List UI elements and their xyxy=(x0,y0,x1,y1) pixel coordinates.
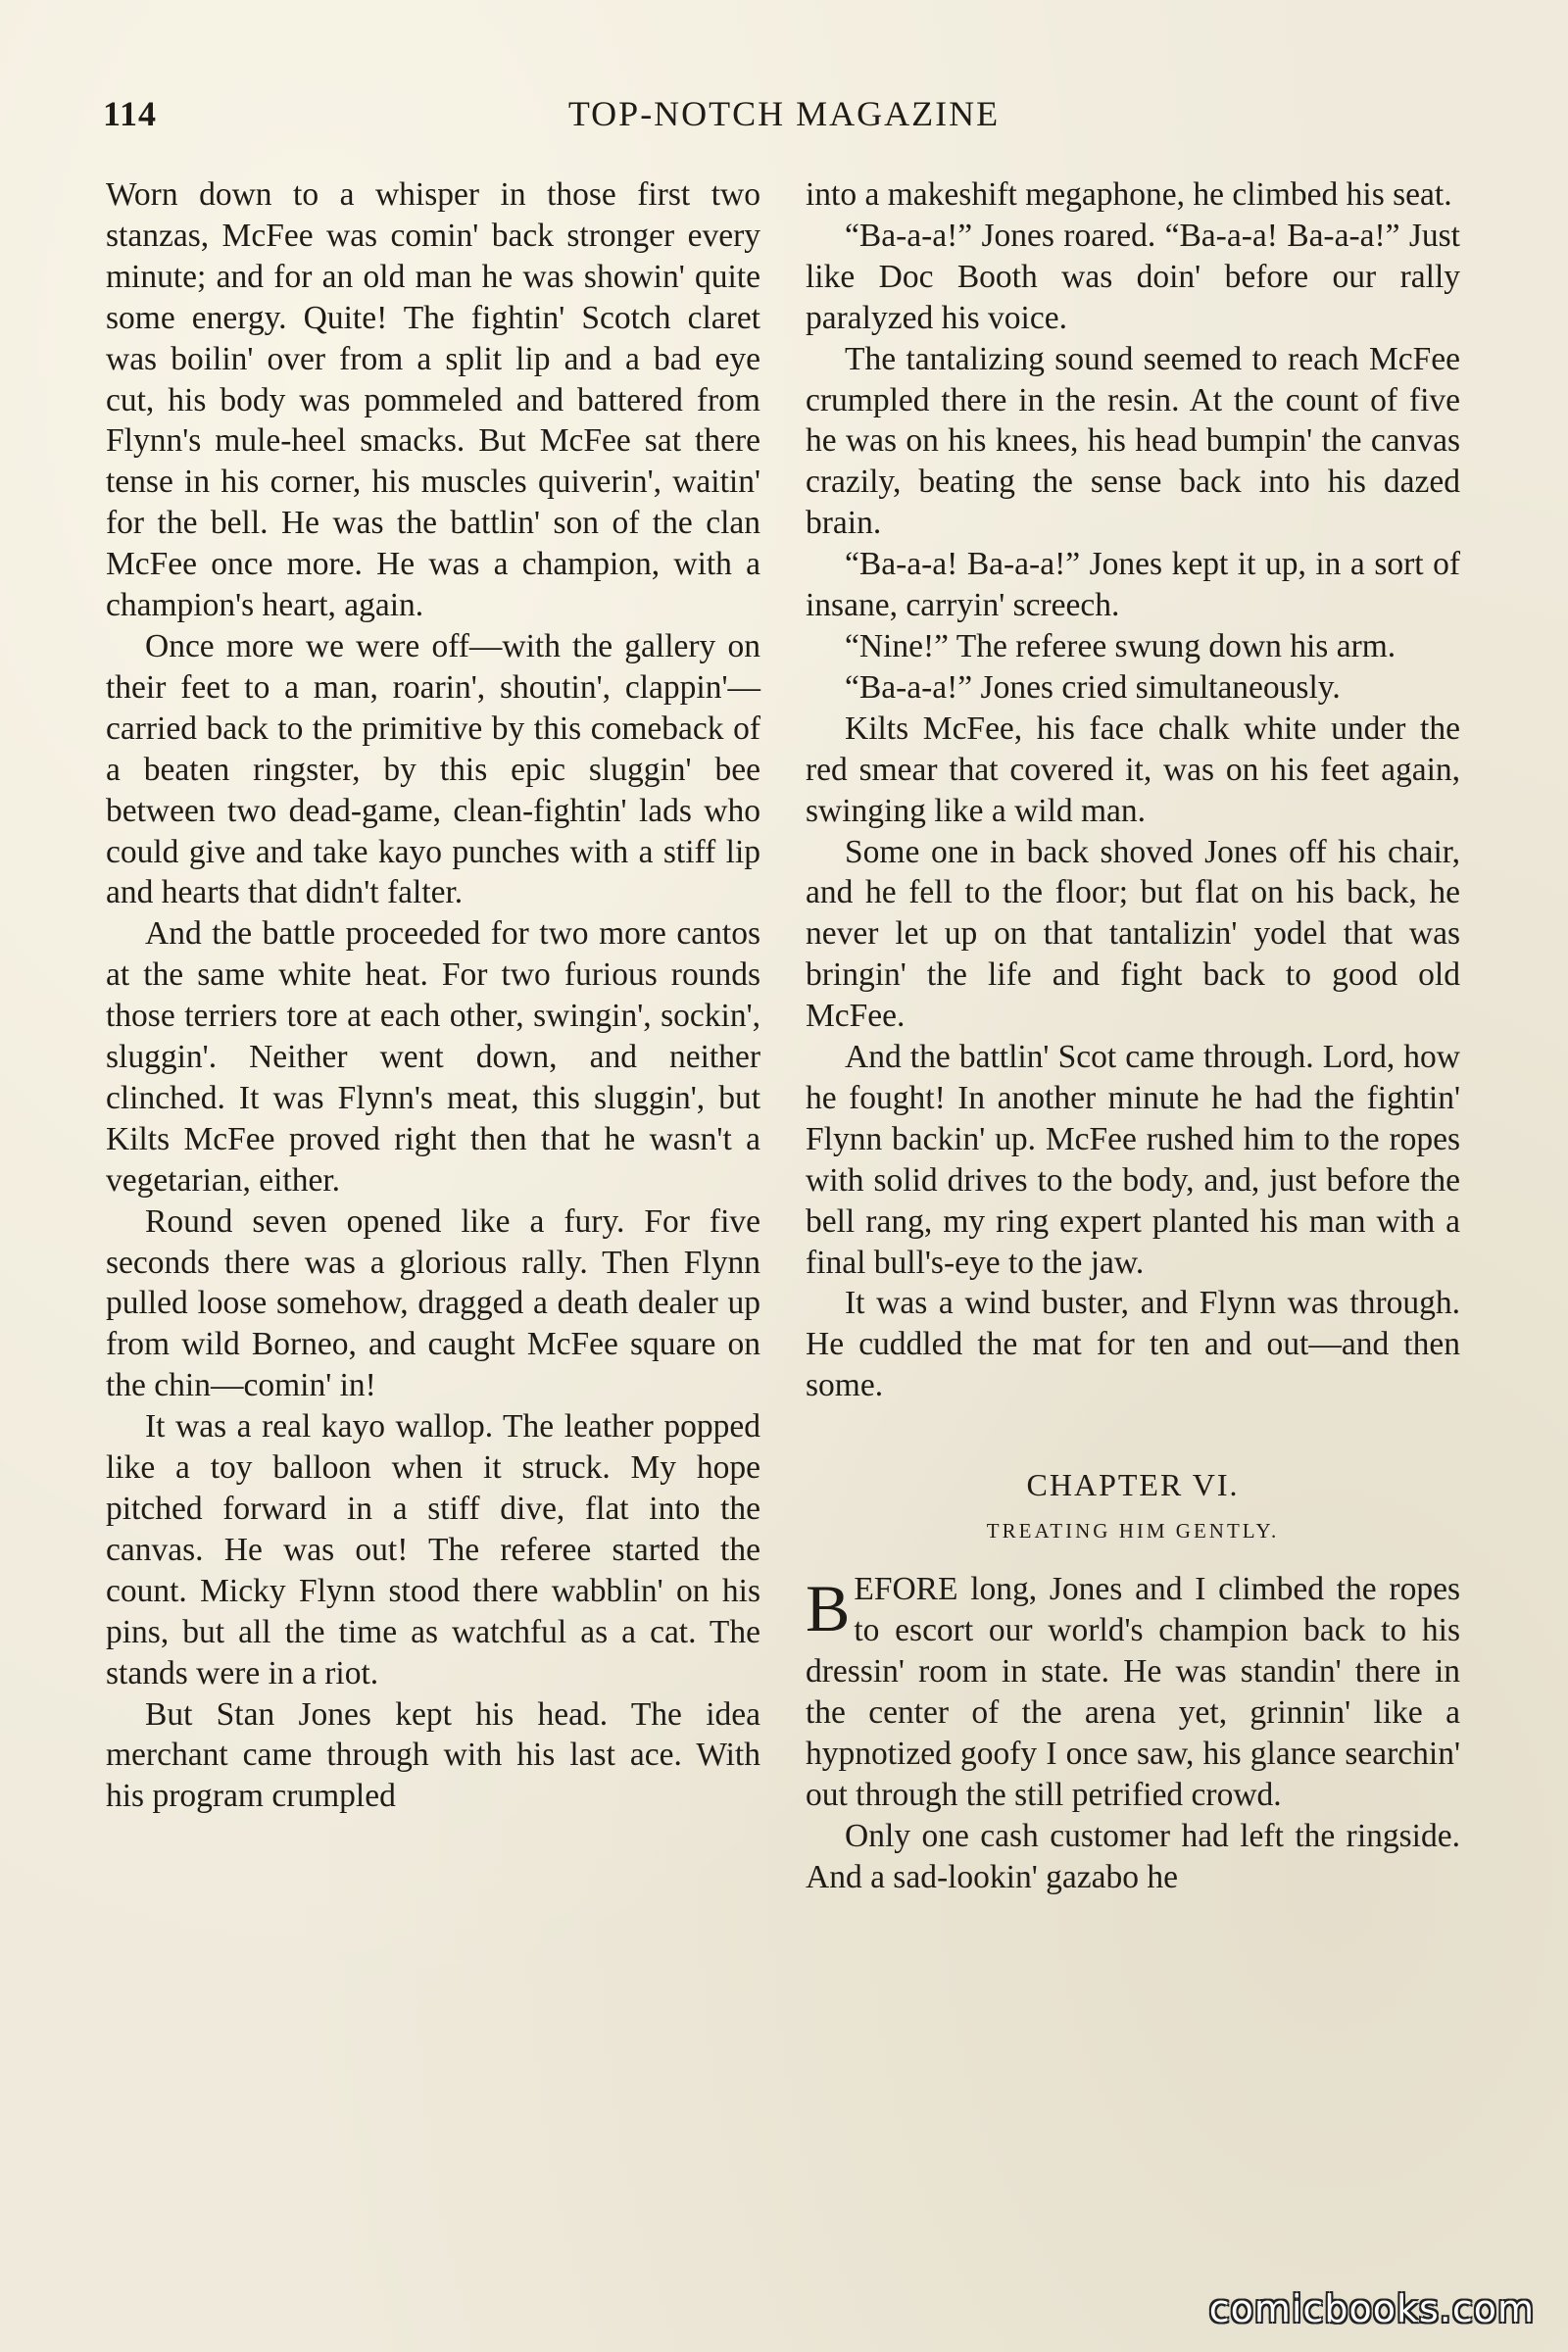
paragraph: into a makeshift megaphone, he climbed his seat. xyxy=(806,176,1452,213)
paragraph: “Ba-a-a!” Jones cried simultaneously. xyxy=(845,668,1341,706)
paragraph: Some one in back shoved Jones off his chair, and he fell to the floor; but flat on his back, he never let up on that tantalizin' yodel that was bringin' the life and fight back to good old McFee. xyxy=(806,833,1460,1035)
paragraph: “Nine!” The referee swung down his arm. xyxy=(845,627,1396,664)
paragraph: “Ba-a-a! Ba-a-a!” Jones kept it up, in a sort of insane, carryin' screech. xyxy=(806,546,1460,624)
chapter-first-paragraph xyxy=(806,1569,1460,1815)
paragraph: And the battle proceeded for two more cantos at the same white heat. For two furious rounds those terriers tore at each other, swingin', sockin', sluggin'. Neither went down, and neither clinched. It was Flynn's meat, this sluggin', but Kilts McFee proved right then that he wasn't a vegetarian, either. xyxy=(106,915,760,1199)
chapter-subtitle: TREATING HIM GENTLY. xyxy=(986,1519,1280,1544)
right-column xyxy=(806,174,1460,1897)
paragraph: Round seven opened like a fury. For five seconds there was a glorious rally. Then Flynn pulled loose somehow, dragged a death dealer up from wild Borneo, and caught McFee square on the chin—comin' in! xyxy=(106,1202,760,1404)
chapter-heading: CHAPTER VI. xyxy=(1026,1467,1240,1503)
paragraph: It was a real kayo wallop. The leather popped like a toy balloon when it struck. My hope pitched forward in a stiff dive, flat into the canvas. He was out! The referee started the count. Micky Flynn stood there wabblin' on his pins, but all the time as watchful as a cat. The stands were in a riot. xyxy=(106,1408,760,1691)
left-column xyxy=(106,174,760,1817)
page-header xyxy=(103,93,1465,152)
paragraph: But Stan Jones kept his head. The idea merchant came through with his last ace. With his program crumpled xyxy=(106,1695,760,1815)
paragraph: Once more we were off—with the gallery on their feet to a man, roarin', shoutin', clappin'—carried back to the primitive by this comeback of a beaten ringster, by this epic sluggin' bee between two dead-game, clean-fightin' lads who could give and take kayo punches with a stiff lip and hearts that didn't falter. xyxy=(106,627,760,911)
paragraph: And the battlin' Scot came through. Lord, how he fought! In another minute he had the fightin' Flynn backin' up. McFee rushed him to the ropes with solid drives to the body, and, just before the bell rang, my ring expert planted his man with a final bull's-eye to the jaw. xyxy=(806,1039,1460,1281)
page-number: 114 xyxy=(103,94,158,133)
paragraph: “Ba-a-a!” Jones roared. “Ba-a-a! Ba-a-a!” Just like Doc Booth was doin' before our rally paralyzed his voice. xyxy=(806,217,1460,336)
magazine-title: TOP-NOTCH MAGAZINE xyxy=(567,94,1001,133)
paragraph: Only one cash customer had left the ringside. And a sad-lookin' gazabo he xyxy=(806,1817,1460,1895)
paragraph: It was a wind buster, and Flynn was through. He cuddled the mat for ten and out—and then some. xyxy=(806,1285,1460,1404)
watermark: comicbooks.com xyxy=(1208,2287,1535,2330)
paragraph: Kilts McFee, his face chalk white under the red smear that covered it, was on his feet again, swinging like a wild man. xyxy=(806,710,1460,829)
paragraph: The tantalizing sound seemed to reach McFee crumpled there in the resin. At the count of five he was on his knees, his head bumpin' the canvas crazily, beating the sense back into his dazed brain. xyxy=(806,340,1460,542)
chapter-first-paragraph-text: EFORE long, Jones and I climbed the ropes to escort our world's champion back to his dressin' room in state. He was standin' there in the center of the arena yet, grinnin' like a hypnotized goofy I once saw, his glance searchin' out through the still petrified crowd. xyxy=(806,1571,1460,1813)
paragraph: Worn down to a whisper in those first two stanzas, McFee was comin' back stronger every minute; and for an old man he was showin' quite some energy. Quite! The fightin' Scotch claret was boilin' over from a split lip and a bad eye cut, his body was pommeled and battered from Flynn's mule-heel smacks. But McFee sat there tense in his corner, his muscles quiverin', waitin' for the bell. He was the battlin' son of the clan McFee once more. He was a champion, with a champion's heart, again. xyxy=(106,176,760,624)
drop-cap: B xyxy=(806,1571,851,1646)
